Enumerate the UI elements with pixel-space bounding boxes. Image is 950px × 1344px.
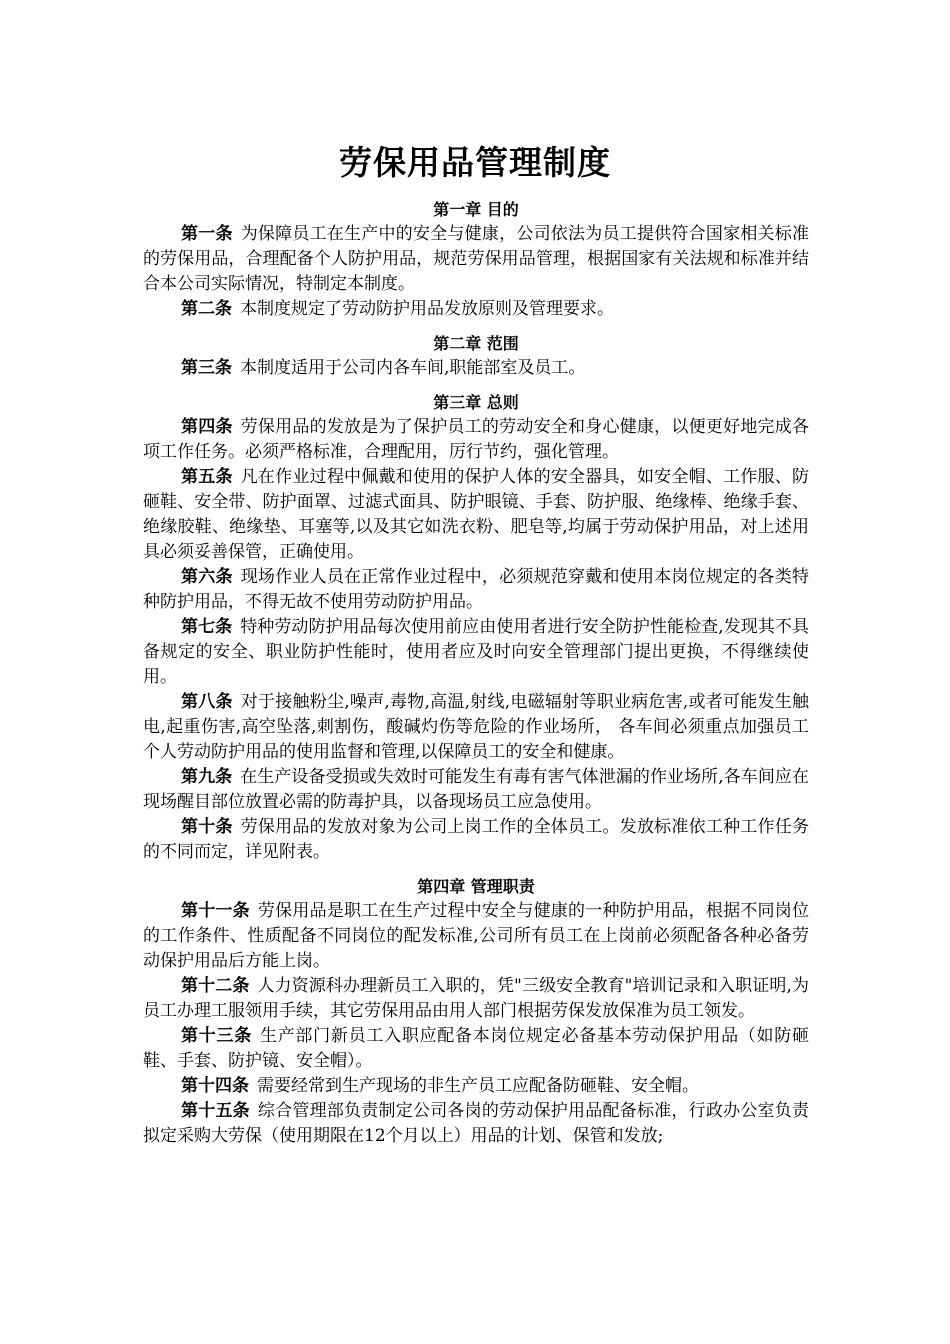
article-paragraph <box>143 815 809 865</box>
article-text: 需要经常到生产现场的非生产员工应配备防砸鞋、安全帽。 <box>257 1076 699 1096</box>
article-label: 第九条 <box>181 767 233 787</box>
article-paragraph <box>143 465 809 565</box>
article-paragraph <box>143 690 809 765</box>
article-paragraph <box>143 297 809 322</box>
article-label: 第二条 <box>181 299 232 319</box>
article-text: 综合管理部负责制定公司各岗的劳动保护用品配备标准，行政办公室负责拟定采购大劳保（使用期限在12个月以上）用品的计划、保管和发放; <box>143 1101 810 1146</box>
article-label: 第十二条 <box>181 976 250 996</box>
article-text: 凡在作业过程中佩戴和使用的保护人体的安全器具，如安全帽、工作服、防砸鞋、安全带、防护面罩、过滤式面具、防护眼镜、手套、防护服、绝缘棒、绝缘手套、绝缘胶鞋、绝缘垫、耳塞等,以及其它如洗衣粉、肥皂等,均属于劳动保护用品，对上述用具必须妥善保管，正确使用。 <box>143 467 810 562</box>
article-text: 本制度适用于公司内各车间,职能部室及员工。 <box>240 358 586 378</box>
article-label: 第十四条 <box>181 1076 249 1096</box>
article-text: 对于接触粉尘,噪声,毒物,高温,射线,电磁辐射等职业病危害,或者可能发生触电,起重伤害,高空坠落,刺割伤，酸碱灼伤等危险的作业场所， 各车间必须重点加强员工个人劳动防护用品的使用监督和管理,以保障员工的安全和健康。 <box>143 692 810 762</box>
article-label: 第四条 <box>181 417 233 437</box>
article-paragraph <box>143 974 809 1024</box>
article-paragraph <box>143 1099 809 1149</box>
article-paragraph <box>143 1024 809 1074</box>
article-text: 劳保用品是职工在生产过程中安全与健康的一种防护用品，根据不同岗位的工作条件、性质配备不同岗位的配发标准,公司所有员工在上岗前必须配备各种必备劳动保护用品后方能上岗。 <box>143 901 810 971</box>
article-paragraph <box>143 765 809 815</box>
article-paragraph <box>143 899 809 974</box>
article-text: 劳保用品的发放是为了保护员工的劳动安全和身心健康，以便更好地完成各项工作任务。必须严格标准，合理配用，厉行节约，强化管理。 <box>143 417 810 462</box>
article-text: 在生产设备受损或失效时可能发生有毒有害气体泄漏的作业场所,各车间应在现场醒目部位放置必需的防毒护具，以备现场员工应急使用。 <box>143 767 809 812</box>
article-label: 第十三条 <box>181 1026 252 1046</box>
article-text: 劳保用品的发放对象为公司上岗工作的全体员工。发放标准依工种工作任务的不同而定，详见附表。 <box>143 817 810 862</box>
article-label: 第五条 <box>181 467 233 487</box>
article-text: 为保障员工在生产中的安全与健康，公司依法为员工提供符合国家相关标准的劳保用品，合理配备个人防护用品，规范劳保用品管理，根据国家有关法规和标准并结合本公司实际情况，特制定本制度。 <box>143 224 810 294</box>
article-paragraph <box>143 1074 809 1099</box>
article-text: 特种劳动防护用品每次使用前应由使用者进行安全防护性能检查,发现其不具备规定的安全、职业防护性能时，使用者应及时向安全管理部门提出更换，不得继续使用。 <box>143 617 809 687</box>
article-label: 第七条 <box>181 617 233 637</box>
chapter-heading: 第一章 目的 <box>433 200 519 219</box>
article-paragraph <box>143 356 809 381</box>
article-label: 第一条 <box>181 224 233 244</box>
article-text: 现场作业人员在正常作业过程中，必须规范穿戴和使用本岗位规定的各类特种防护用品，不得无故不使用劳动防护用品。 <box>143 567 810 612</box>
article-label: 第六条 <box>181 567 233 587</box>
article-text: 生产部门新员工入职应配备本岗位规定必备基本劳动保护用品（如防砸鞋、手套、防护镜、安全帽）。 <box>143 1026 810 1071</box>
article-label: 第三条 <box>181 358 232 378</box>
article-paragraph <box>143 222 809 297</box>
article-paragraph <box>143 565 809 615</box>
article-label: 第十条 <box>181 817 233 837</box>
document-body <box>143 197 809 1149</box>
chapter-heading: 第四章 管理职责 <box>417 877 535 896</box>
article-paragraph <box>143 415 809 465</box>
article-text: 人力资源科办理新员工入职的，凭"三级安全教育"培训记录和入职证明,为员工办理工服领用手续，其它劳保用品由用人部门根据劳保发放保准为员工领发。 <box>143 976 810 1021</box>
chapter-heading: 第二章 范围 <box>433 334 519 353</box>
article-label: 第八条 <box>181 692 233 712</box>
article-label: 第十一条 <box>181 901 250 921</box>
chapter-heading: 第三章 总则 <box>433 393 519 412</box>
document-title: 劳保用品管理制度 <box>339 143 611 182</box>
article-paragraph <box>143 615 809 690</box>
article-label: 第十五条 <box>181 1101 250 1121</box>
article-text: 本制度规定了劳动防护用品发放原则及管理要求。 <box>240 299 614 319</box>
